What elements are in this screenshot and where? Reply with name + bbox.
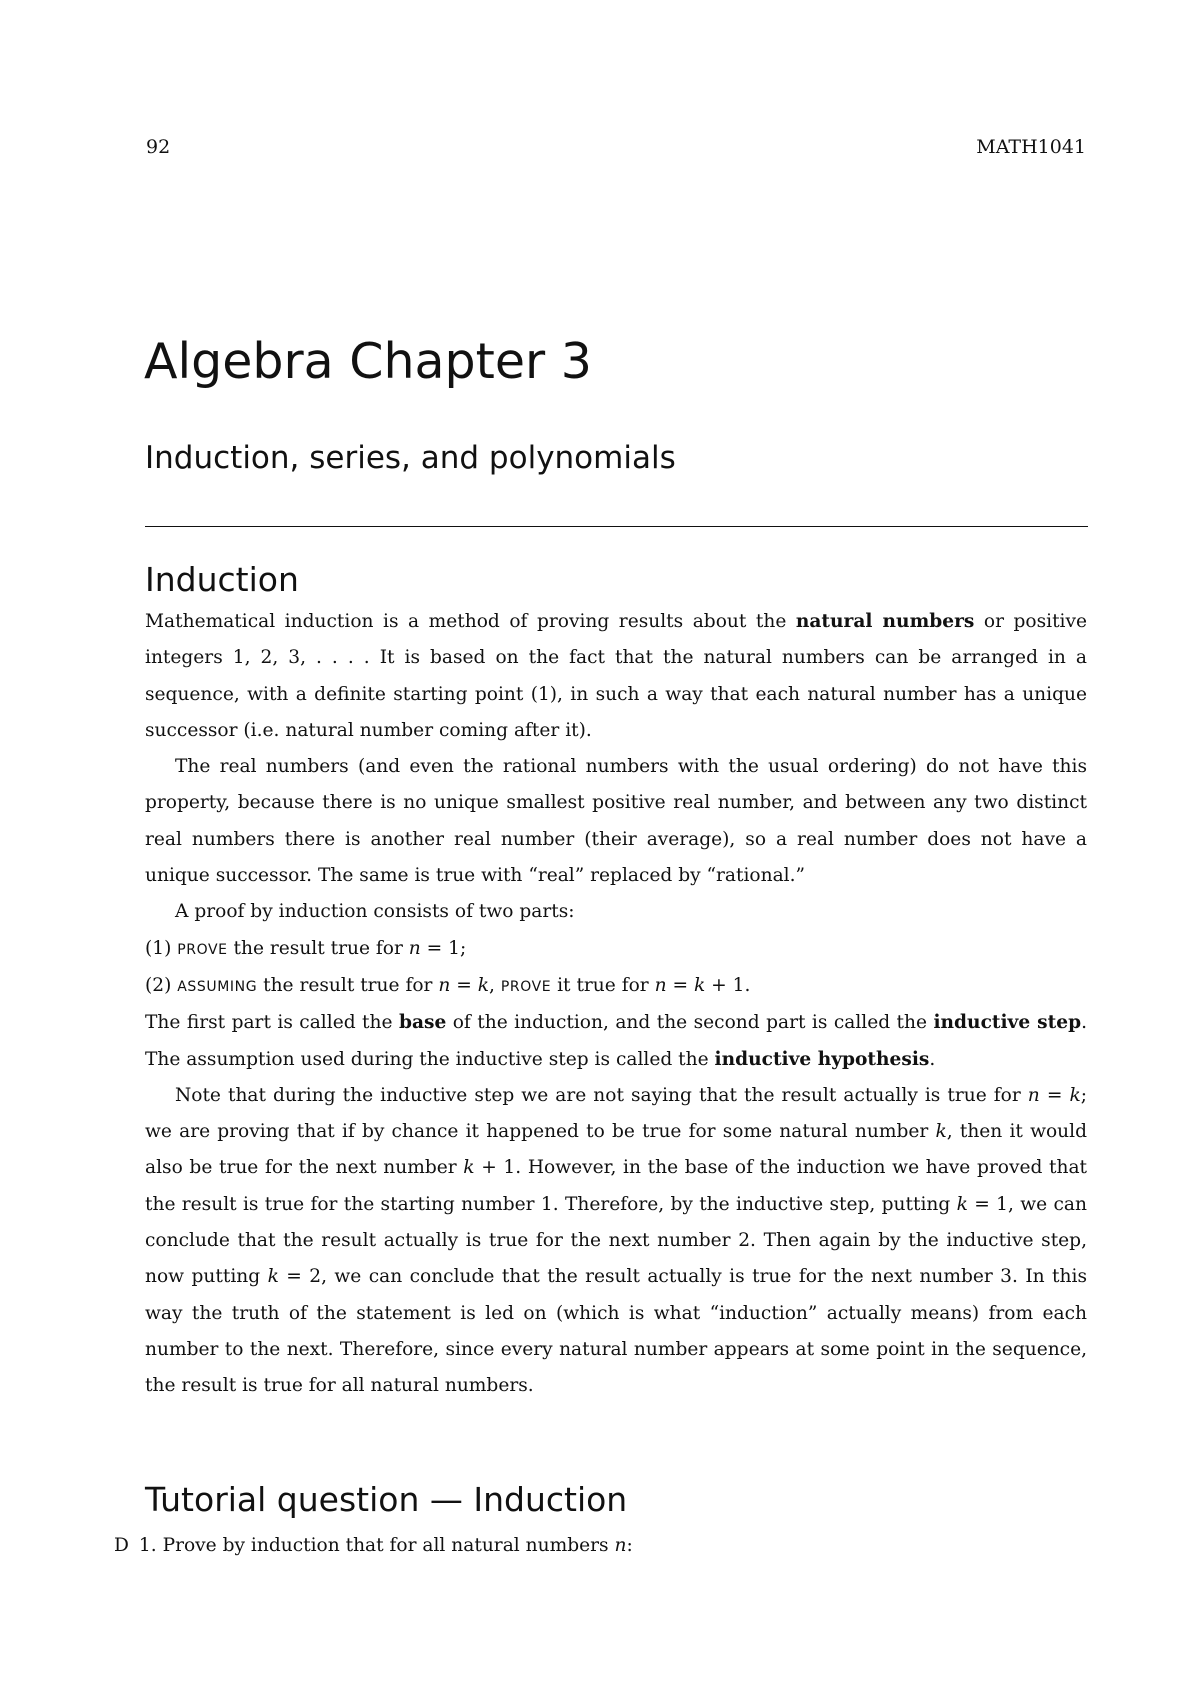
math-variable: k [267, 1266, 279, 1288]
step-number: (2) [145, 974, 178, 996]
keyword-prove: PROVE [500, 978, 552, 995]
math-variable: n [1027, 1084, 1040, 1106]
paragraph-real-numbers: The real numbers (and even the rational numbers with the usual ordering) do not have this property, because there is no unique smallest positive real number, and between any two distinct real numbers there is another real number (their average), so a real number does not have a unique successor. The same is true with “real” replaced by “rational.” [145, 756, 1087, 887]
text-span: the result true for [257, 974, 439, 996]
text-span: = [1039, 1084, 1070, 1106]
step-number: (1) [145, 937, 178, 959]
text-span: = [666, 974, 694, 996]
keyword-assuming: ASSUMING [177, 978, 258, 995]
text-span: , [489, 974, 501, 996]
text-span: or positive integers 1, 2, 3, . . . . It is based on the fact that the natural numbers can be arranged in a sequence, with a definite starting point (1), in such a way that each natural number has a unique successor (i.e. natural number coming after it). [145, 611, 1087, 741]
running-head [146, 136, 1086, 166]
tutorial-question [114, 1528, 1084, 1564]
paragraph-intro [145, 604, 1087, 749]
keyword-prove: PROVE [177, 941, 228, 958]
text-span: the result true for [227, 937, 409, 959]
course-code: MATH1041 [976, 136, 1086, 158]
text-span: = 2, we can conclude that the result actually is true for the next number 3. In this way the truth of the statement is led on (which is what “induction” actually means) from each number to the next. Therefore, since every natural number appears at some point in the sequence, the result is true for all natural numbers. [145, 1266, 1087, 1397]
math-variable: n [614, 1535, 627, 1556]
page-number: 92 [146, 136, 171, 158]
math-variable: k [956, 1193, 968, 1215]
math-variable: n [654, 974, 667, 996]
section-heading-induction: Induction [145, 560, 299, 599]
text-span: = 1, we can conclude that the result actually is true for the next number 2. Then again by the inductive step, now putting [145, 1193, 1087, 1288]
math-variable: k [1069, 1084, 1081, 1106]
text-span: it true for [551, 974, 655, 996]
paragraph-two-parts: A proof by induction consists of two parts: [175, 901, 575, 923]
question-label: D [114, 1535, 129, 1556]
text-span: Note that during the inductive step we are not saying that the result actually is true for [175, 1084, 1028, 1106]
paragraph-note [145, 1078, 1087, 1405]
term-inductive-step: inductive step [933, 1012, 1082, 1034]
text-span: Mathematical induction is a method of proving results about the [145, 611, 796, 632]
math-variable: n [438, 974, 451, 996]
text-span: + 1. However, in the base of the induction we have proved that the result is true for the starting number 1. Therefore, by the inductive step, putting [145, 1157, 1088, 1215]
math-variable: n [408, 937, 421, 959]
math-variable: k [477, 974, 489, 996]
text-span: . [929, 1048, 936, 1070]
term-inductive-hypothesis: inductive hypothesis [714, 1048, 930, 1070]
paragraph-definitions [145, 1005, 1087, 1078]
math-variable: k [935, 1121, 947, 1143]
text-span: . The assumption used during the inductive step is called the [145, 1012, 1087, 1070]
proof-step-1 [145, 931, 1087, 968]
text-span: The first part is called the [145, 1012, 399, 1034]
question-text: 1. Prove by induction that for all natural numbers [138, 1535, 615, 1556]
title-rule [145, 526, 1088, 527]
chapter-title: Algebra Chapter 3 [144, 333, 592, 390]
text-span: + 1. [705, 974, 751, 996]
question-end: : [626, 1535, 633, 1556]
term-natural-numbers: natural numbers [795, 611, 975, 632]
text-span: of the induction, and the second part is called the [446, 1012, 934, 1034]
chapter-subtitle: Induction, series, and polynomials [145, 440, 676, 476]
term-base: base [398, 1012, 447, 1034]
section-heading-tutorial: Tutorial question — Induction [145, 1480, 628, 1519]
induction-body [145, 604, 1087, 1405]
text-span: ; we are proving that if by chance it happened to be true for some natural number [145, 1084, 1087, 1143]
text-span: , then it would also be true for the next number [145, 1121, 1088, 1179]
math-variable: k [693, 974, 706, 996]
math-variable: k [463, 1157, 475, 1179]
text-span: = [450, 974, 478, 996]
proof-step-2 [145, 968, 1087, 1005]
text-span: = 1; [420, 937, 467, 959]
